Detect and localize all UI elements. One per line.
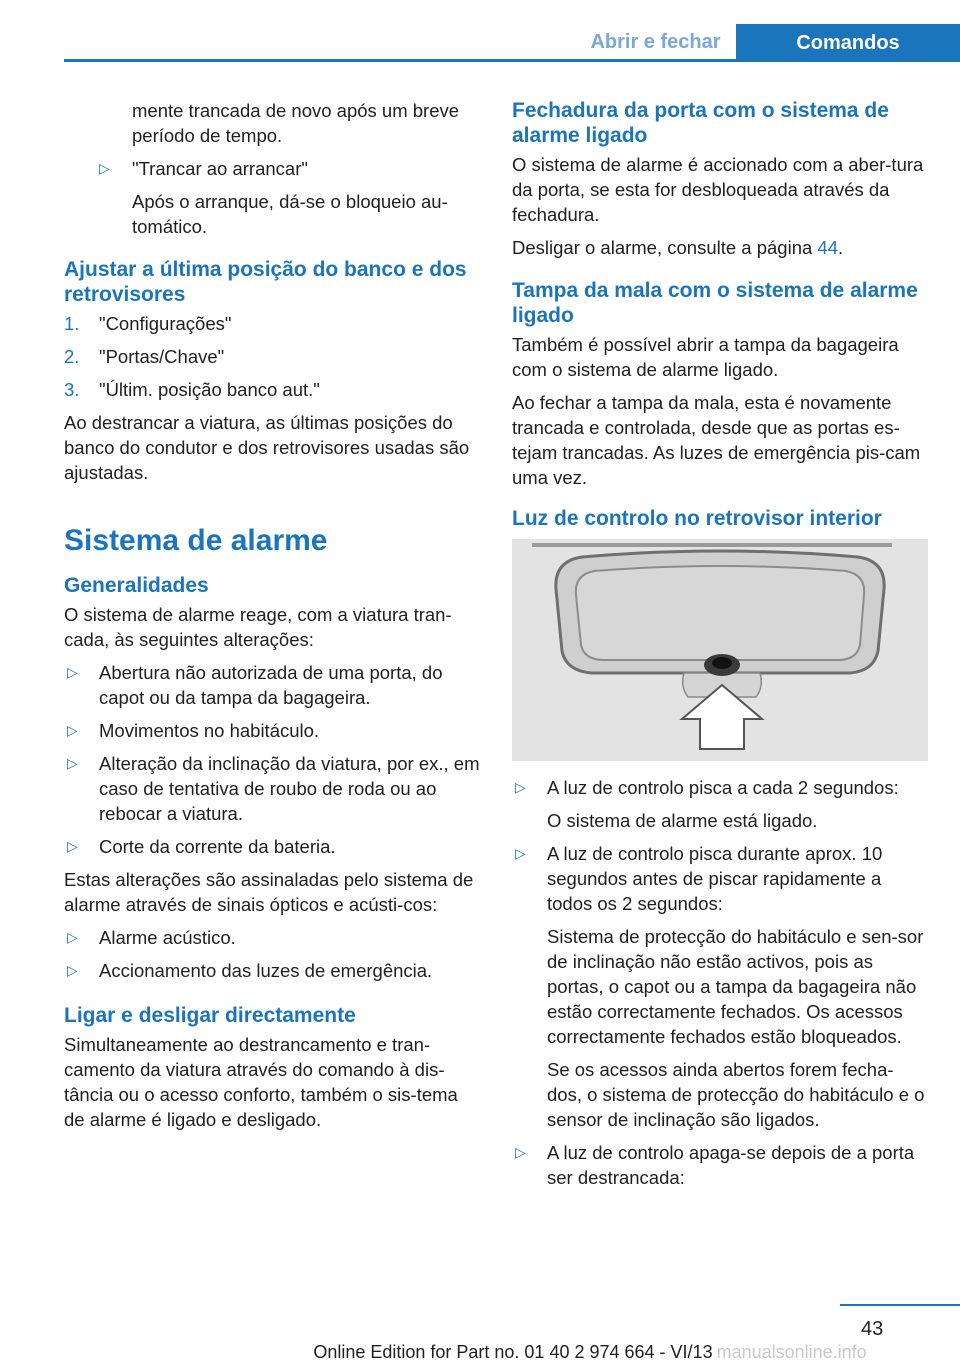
list-item-desc: Se os acessos ainda abertos forem fecha-dos, o sistema de protecção do habitáculo e o sensor de inclinação são ligados. <box>547 1059 925 1130</box>
watermark: manualsonline.info <box>716 1342 867 1362</box>
triangle-bullet-icon: ▷ <box>515 845 526 861</box>
list-item: ▷ Movimentos no habitáculo. <box>67 720 320 741</box>
triangle-bullet-icon: ▷ <box>67 838 78 854</box>
list-item-desc: Após o arranque, dá-se o bloqueio au-tomático. <box>132 191 448 237</box>
general-text: O sistema de alarme reage, com a viatura tran-cada, às seguintes alterações: <box>64 604 452 650</box>
list-item: ▷ Alarme acústico. <box>67 927 236 948</box>
heading-direct: Ligar e desligar directamente <box>64 1004 356 1027</box>
triangle-bullet-icon: ▷ <box>67 722 78 738</box>
list-item: ▷ A luz de controlo apaga-se depois de a porta ser destrancada: <box>515 1142 915 1188</box>
rearview-mirror-icon <box>512 539 928 761</box>
trunk-text-2: Ao fechar a tampa da mala, esta é novamente trancada e controlada, desde que as portas es-tejam trancadas. As luzes de emergência pis-cam uma vez. <box>512 392 921 488</box>
list-item: ▷ Corte da corrente da bateria. <box>67 836 336 857</box>
left-column <box>64 98 480 1140</box>
section-title: Sistema de alarme <box>64 524 328 557</box>
list-item: ▷ Abertura não autorizada de uma porta, do capot ou da tampa da bagageira. <box>67 662 443 708</box>
page-link[interactable]: 44 <box>817 237 838 258</box>
heading-light: Luz de controlo no retrovisor interior <box>512 507 882 530</box>
heading-trunk: Tampa da mala com o sistema de alarme ligado <box>512 279 918 327</box>
heading-adjust: Ajustar a última posição do banco e dos retrovisores <box>64 258 467 306</box>
triangle-bullet-icon: ▷ <box>515 779 526 795</box>
continued-text: mente trancada de novo após um breve período de tempo. <box>132 100 460 146</box>
list-item: ▷ A luz de controlo pisca a cada 2 segundos: <box>515 777 899 798</box>
triangle-bullet-icon: ▷ <box>67 755 78 771</box>
list-item-desc: O sistema de alarme está ligado. <box>547 810 818 831</box>
direct-text: Simultaneamente ao destrancamento e tran-camento da viatura através do comando à dis-tância ou o acesso conforto, também o sis-tema de alarme é ligado e desligado. <box>64 1034 458 1130</box>
list-item: ▷ "Trancar ao arrancar" <box>99 158 308 179</box>
footer-rule <box>840 1304 960 1306</box>
signals-text: Estas alterações são assinaladas pelo sistema de alarme através de sinais ópticos e acústi-cos: <box>64 869 474 915</box>
tab-comandos[interactable]: Comandos <box>736 24 960 62</box>
triangle-bullet-icon: ▷ <box>67 929 78 945</box>
list-item-desc: Sistema de protecção do habitáculo e sen-sor de inclinação não estão activos, pois as portas, o capot ou a tampa da bagageira não estão correctamente fechados. Os acessos correctamente fechados estão bloqueados. <box>547 926 924 1047</box>
step-item: 1. "Configurações" <box>64 313 232 334</box>
tab-abrir-e-fechar[interactable]: Abrir e fechar <box>590 30 721 53</box>
header-rule <box>64 59 960 62</box>
triangle-bullet-icon: ▷ <box>67 664 78 680</box>
triangle-bullet-icon: ▷ <box>67 962 78 978</box>
triangle-bullet-icon: ▷ <box>99 160 110 176</box>
list-item: ▷ A luz de controlo pisca durante aprox. 10 segundos antes de piscar rapidamente a todos os 2 segundos: <box>515 843 883 914</box>
list-item: ▷ Alteração da inclinação da viatura, por ex., em caso de tentativa de roubo de roda ou ao rebocar a viatura. <box>67 753 480 824</box>
trunk-text-1: Também é possível abrir a tampa da bagageira com o sistema de alarme ligado. <box>512 334 899 380</box>
page-number: 43 <box>861 1318 884 1340</box>
alarm-off-text: Desligar o alarme, consulte a página 44. <box>512 237 844 258</box>
door-text: O sistema de alarme é accionado com a aber-tura da porta, se esta for desbloqueada através da fechadura. <box>512 154 924 225</box>
right-column <box>512 98 928 1198</box>
edition-text: Online Edition for Part no. 01 40 2 974 664 - VI/13 <box>313 1342 713 1362</box>
step-item: 2. "Portas/Chave" <box>64 346 225 367</box>
list-item: ▷ Accionamento das luzes de emergência. <box>67 960 433 981</box>
step-item: 3. "Últim. posição banco aut." <box>64 379 320 400</box>
footer <box>0 1342 960 1362</box>
heading-door: Fechadura da porta com o sistema de alarme ligado <box>512 99 889 147</box>
adjust-text: Ao destrancar a viatura, as últimas posições do banco do condutor e dos retrovisores usadas são ajustadas. <box>64 412 470 483</box>
heading-general: Generalidades <box>64 574 209 597</box>
triangle-bullet-icon: ▷ <box>515 1144 526 1160</box>
mirror-illustration <box>512 539 928 761</box>
